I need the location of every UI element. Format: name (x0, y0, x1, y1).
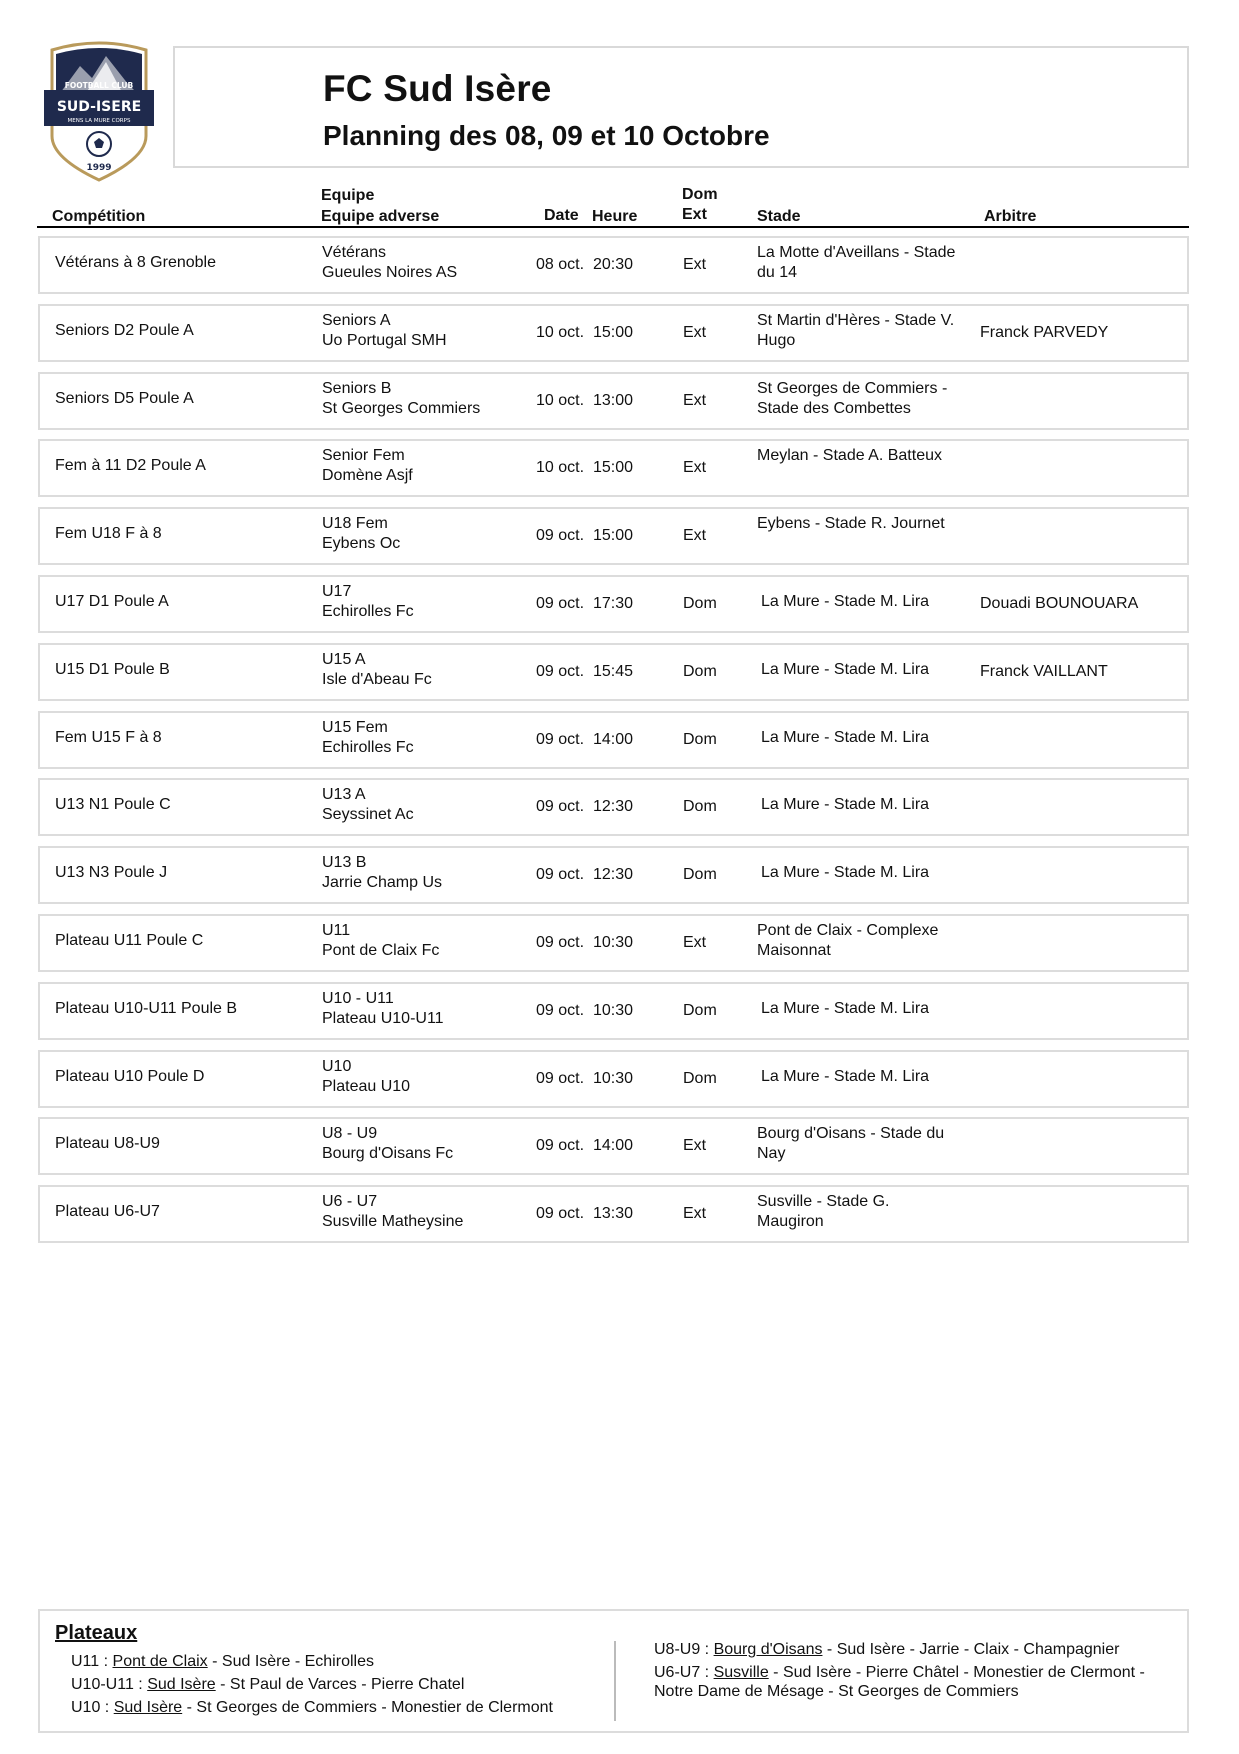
table-row (38, 1050, 1189, 1108)
cell-stade: La Mure - Stade M. Lira (761, 729, 930, 746)
col-arbitre: Arbitre (984, 208, 1037, 225)
cell-heure: 10:30 (593, 1002, 634, 1019)
cell-stade: Pont de Claix - Complexe Maisonnat (757, 922, 939, 959)
cell-stade: Bourg d'Oisans - Stade du Nay (757, 1125, 945, 1162)
cell-date: 08 oct. (536, 256, 585, 273)
cell-competition: Seniors D2 Poule A (55, 322, 194, 339)
logo-text-main: SUD-ISERE (56, 99, 142, 115)
cell-dom-ext: Ext (683, 324, 707, 341)
cell-adverse: Domène Asjf (322, 467, 413, 484)
cell-heure: 12:30 (593, 866, 634, 883)
cell-equipe: U18 Fem (322, 515, 388, 532)
cell-dom-ext: Dom (683, 663, 717, 680)
cell-adverse: Susville Matheysine (322, 1213, 464, 1230)
cell-dom-ext: Ext (683, 1205, 707, 1222)
cell-competition: Fem U18 F à 8 (55, 525, 162, 542)
cell-stade: La Mure - Stade M. Lira (761, 796, 930, 813)
plateau-teams: - Sud Isère - Pierre Châtel - Monestier de Clermont - (768, 1664, 1145, 1681)
cell-date: 09 oct. (536, 1205, 585, 1222)
cell-stade: Meylan - Stade A. Batteux (757, 447, 942, 464)
plateau-u6-u7-cont: Notre Dame de Mésage - St Georges de Commiers (654, 1683, 1019, 1700)
plateau-host: Bourg d'Oisans (713, 1641, 823, 1658)
cell-stade: La Mure - Stade M. Lira (761, 864, 930, 881)
cell-dom-ext: Dom (683, 1002, 717, 1019)
cell-equipe: U15 A (322, 651, 366, 668)
cell-adverse: Pont de Claix Fc (322, 942, 440, 959)
plateaux-separator (614, 1641, 616, 1721)
cell-equipe: U15 Fem (322, 719, 388, 736)
cell-date: 10 oct. (536, 392, 585, 409)
cell-dom-ext: Ext (683, 934, 707, 951)
cell-stade: St Georges de Commiers - Stade des Combettes (757, 380, 948, 417)
plateau-host: Sud Isère (113, 1699, 183, 1716)
col-equipe: Equipe (321, 187, 375, 204)
table-row (38, 304, 1189, 362)
cell-teams (322, 243, 457, 283)
cell-teams (322, 446, 413, 486)
club-logo (44, 40, 154, 182)
cell-equipe: U13 B (322, 854, 367, 871)
cell-date: 09 oct. (536, 731, 585, 748)
cell-stade: La Mure - Stade M. Lira (761, 1000, 930, 1017)
cell-adverse: Bourg d'Oisans Fc (322, 1145, 454, 1162)
cell-competition: Seniors D5 Poule A (55, 390, 194, 407)
plateau-label: U11 : (71, 1653, 109, 1670)
header-divider (37, 226, 1189, 228)
cell-stade: Eybens - Stade R. Journet (757, 515, 945, 532)
plateau-label: U8-U9 : (654, 1641, 710, 1658)
cell-arbitre: Douadi BOUNOUARA (980, 595, 1139, 612)
cell-equipe: U13 A (322, 786, 366, 803)
cell-competition: Plateau U11 Poule C (55, 932, 204, 949)
cell-dom-ext: Dom (683, 798, 717, 815)
table-row (38, 372, 1189, 430)
cell-dom-ext: Ext (683, 392, 707, 409)
logo-text-top: FOOTBALL CLUB (64, 81, 134, 90)
cell-heure: 13:30 (593, 1205, 634, 1222)
plateau-u11 (71, 1652, 374, 1672)
cell-teams (322, 785, 414, 825)
cell-dom-ext: Ext (683, 256, 707, 273)
col-stade: Stade (757, 208, 801, 225)
cell-teams (322, 650, 432, 690)
col-equipe-adverse: Equipe adverse (321, 208, 440, 225)
cell-adverse: Jarrie Champ Us (322, 874, 443, 891)
cell-competition: Plateau U10 Poule D (55, 1068, 205, 1085)
cell-adverse: Plateau U10-U11 (322, 1010, 444, 1027)
plateau-u10-u11 (71, 1675, 464, 1695)
cell-stade: La Mure - Stade M. Lira (761, 661, 930, 678)
logo-year: 1999 (86, 163, 112, 173)
cell-equipe: U17 (322, 583, 352, 600)
cell-heure: 15:00 (593, 459, 634, 476)
cell-date: 09 oct. (536, 1002, 585, 1019)
table-row (38, 982, 1189, 1040)
cell-stade: St Martin d'Hères - Stade V. Hugo (757, 312, 955, 349)
cell-competition: U17 D1 Poule A (55, 593, 169, 610)
cell-stade: La Mure - Stade M. Lira (761, 593, 930, 610)
cell-teams (322, 1192, 463, 1232)
table-row (38, 236, 1189, 294)
cell-equipe: Vétérans (322, 244, 387, 261)
cell-equipe: Senior Fem (322, 447, 405, 464)
cell-dom-ext: Dom (683, 1070, 717, 1087)
plateaux-box (38, 1609, 1189, 1733)
cell-date: 09 oct. (536, 1137, 585, 1154)
plateau-teams: - Sud Isère - Echirolles (207, 1653, 374, 1670)
col-competition: Compétition (52, 208, 146, 225)
plateau-label: U10-U11 : (71, 1676, 143, 1693)
cell-heure: 12:30 (593, 798, 634, 815)
cell-equipe: Seniors B (322, 380, 392, 397)
cell-competition: Plateau U10-U11 Poule B (55, 1000, 238, 1017)
cell-competition: Fem à 11 D2 Poule A (55, 457, 206, 474)
plateau-host: Susville (713, 1664, 769, 1681)
cell-competition: Plateau U6-U7 (55, 1203, 160, 1220)
plateau-label: U10 : (71, 1699, 110, 1716)
table-row (38, 711, 1189, 769)
logo-text-sub: MENS LA MURE CORPS (67, 118, 131, 124)
cell-equipe: U6 - U7 (322, 1193, 378, 1210)
plateau-host: Sud Isère (147, 1676, 216, 1693)
table-row (38, 507, 1189, 565)
cell-adverse: Plateau U10 (322, 1078, 411, 1095)
cell-stade: Susville - Stade G. Maugiron (757, 1193, 890, 1230)
cell-heure: 15:00 (593, 324, 634, 341)
plateaux-title: Plateaux (55, 1622, 138, 1644)
table-row (38, 439, 1189, 497)
cell-teams (322, 1124, 453, 1164)
cell-competition: U15 D1 Poule B (55, 661, 170, 678)
plateau-teams: - St Paul de Varces - Pierre Chatel (215, 1676, 465, 1693)
cell-heure: 10:30 (593, 934, 634, 951)
cell-dom-ext: Dom (683, 731, 717, 748)
cell-teams (322, 989, 444, 1029)
cell-adverse: Gueules Noires AS (322, 264, 458, 281)
cell-dom-ext: Ext (683, 527, 707, 544)
cell-adverse: Isle d'Abeau Fc (322, 671, 432, 688)
cell-adverse: Echirolles Fc (322, 603, 414, 620)
cell-dom-ext: Dom (683, 595, 717, 612)
page-title: FC Sud Isère (323, 68, 552, 109)
cell-teams (322, 379, 480, 419)
cell-date: 10 oct. (536, 324, 585, 341)
table-row (38, 778, 1189, 836)
plateau-teams: - Sud Isère - Jarrie - Claix - Champagnier (822, 1641, 1120, 1658)
cell-equipe: Seniors A (322, 312, 391, 329)
cell-competition: U13 N3 Poule J (55, 864, 168, 881)
cell-competition: Plateau U8-U9 (55, 1135, 160, 1152)
cell-competition: U13 N1 Poule C (55, 796, 171, 813)
cell-date: 09 oct. (536, 866, 585, 883)
plateau-host: Pont de Claix (112, 1653, 208, 1670)
cell-date: 09 oct. (536, 1070, 585, 1087)
cell-dom-ext: Dom (683, 866, 717, 883)
cell-date: 09 oct. (536, 663, 585, 680)
cell-teams (322, 921, 439, 961)
col-dom: Dom (682, 186, 718, 203)
cell-date: 10 oct. (536, 459, 585, 476)
cell-heure: 15:00 (593, 527, 634, 544)
cell-stade: La Mure - Stade M. Lira (761, 1068, 930, 1085)
cell-teams (322, 1057, 410, 1097)
cell-heure: 13:00 (593, 392, 634, 409)
page-subtitle: Planning des 08, 09 et 10 Octobre (323, 120, 770, 151)
table-row (38, 1117, 1189, 1175)
col-heure: Heure (592, 208, 638, 225)
plateau-u10 (71, 1698, 553, 1718)
cell-teams (322, 582, 414, 622)
cell-date: 09 oct. (536, 798, 585, 815)
cell-date: 09 oct. (536, 934, 585, 951)
table-row (38, 914, 1189, 972)
cell-date: 09 oct. (536, 595, 585, 612)
cell-heure: 14:00 (593, 731, 634, 748)
cell-adverse: Eybens Oc (322, 535, 401, 552)
cell-heure: 14:00 (593, 1137, 634, 1154)
cell-arbitre: Franck VAILLANT (980, 663, 1108, 680)
col-date: Date (544, 207, 579, 224)
table-row (38, 575, 1189, 633)
cell-competition: Fem U15 F à 8 (55, 729, 162, 746)
plateau-teams: - St Georges de Commiers - Monestier de Clermont (182, 1699, 553, 1716)
plateau-u8-u9 (654, 1640, 1119, 1660)
cell-stade: La Motte d'Aveillans - Stade du 14 (757, 244, 956, 281)
cell-arbitre: Franck PARVEDY (980, 324, 1109, 341)
cell-dom-ext: Ext (683, 1137, 707, 1154)
cell-adverse: Seyssinet Ac (322, 806, 414, 823)
cell-teams (322, 718, 414, 758)
cell-date: 09 oct. (536, 527, 585, 544)
cell-equipe: U10 (322, 1058, 352, 1075)
cell-heure: 20:30 (593, 256, 634, 273)
title-box (173, 46, 1189, 168)
cell-adverse: St Georges Commiers (322, 400, 481, 417)
plateau-u6-u7 (654, 1663, 1145, 1683)
cell-adverse: Uo Portugal SMH (322, 332, 447, 349)
cell-heure: 10:30 (593, 1070, 634, 1087)
cell-equipe: U11 (322, 922, 351, 939)
col-ext: Ext (682, 206, 707, 223)
cell-dom-ext: Ext (683, 459, 707, 476)
table-row (38, 643, 1189, 701)
cell-adverse: Echirolles Fc (322, 739, 414, 756)
cell-equipe: U8 - U9 (322, 1125, 378, 1142)
cell-teams (322, 311, 447, 351)
cell-competition: Vétérans à 8 Grenoble (55, 254, 216, 271)
cell-heure: 17:30 (593, 595, 634, 612)
table-row (38, 1185, 1189, 1243)
table-row (38, 846, 1189, 904)
cell-teams (322, 853, 442, 893)
plateau-label: U6-U7 : (654, 1664, 710, 1681)
cell-heure: 15:45 (593, 663, 634, 680)
cell-teams (322, 514, 400, 554)
cell-equipe: U10 - U11 (322, 990, 394, 1007)
